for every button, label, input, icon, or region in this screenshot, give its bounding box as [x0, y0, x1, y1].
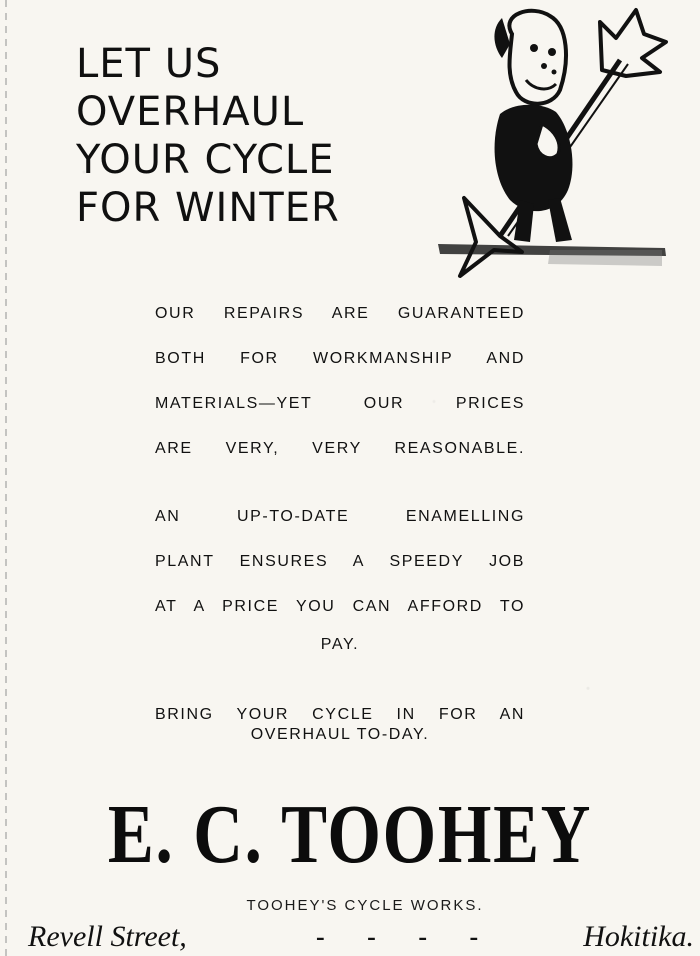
paragraph-last-line: PAY. — [320, 636, 360, 653]
merchant-name: E. C. TOOHEY — [107, 788, 593, 881]
column-rule — [5, 0, 7, 956]
call-to-action — [155, 706, 525, 744]
headline-line: FOR WINTER — [76, 185, 340, 231]
enamelling-paragraph — [155, 508, 525, 643]
address-separator: - - - - — [316, 922, 497, 951]
cartoon-figure-with-arrow-icon — [430, 4, 680, 284]
business-name: TOOHEY'S CYCLE WORKS. — [246, 897, 484, 914]
headline-line: LET US — [76, 41, 222, 87]
headline — [76, 40, 416, 232]
paragraph-line: AN UP-TO-DATE ENAMELLING — [155, 508, 525, 525]
paragraph-line: OUR REPAIRS ARE GUARANTEED — [155, 305, 525, 322]
paragraph-line: BOTH FOR WORKMANSHIP AND — [155, 350, 525, 367]
guarantee-paragraph — [155, 305, 525, 485]
paragraph-line: OVERHAUL TO-DAY. — [250, 726, 430, 743]
headline-line: OVERHAUL — [76, 89, 305, 135]
street-address: Revell Street, — [28, 920, 187, 953]
paragraph-line: MATERIALS—YET OUR PRICES — [155, 395, 525, 412]
paragraph-line: AT A PRICE YOU CAN AFFORD TO — [155, 598, 525, 615]
paragraph-line: ARE VERY, VERY REASONABLE. — [155, 440, 525, 457]
paragraph-line: BRING YOUR CYCLE IN FOR AN — [155, 706, 525, 723]
town-name: Hokitika. — [583, 920, 694, 953]
paragraph-line: PLANT ENSURES A SPEEDY JOB — [155, 553, 525, 570]
headline-line: YOUR CYCLE — [76, 137, 335, 183]
